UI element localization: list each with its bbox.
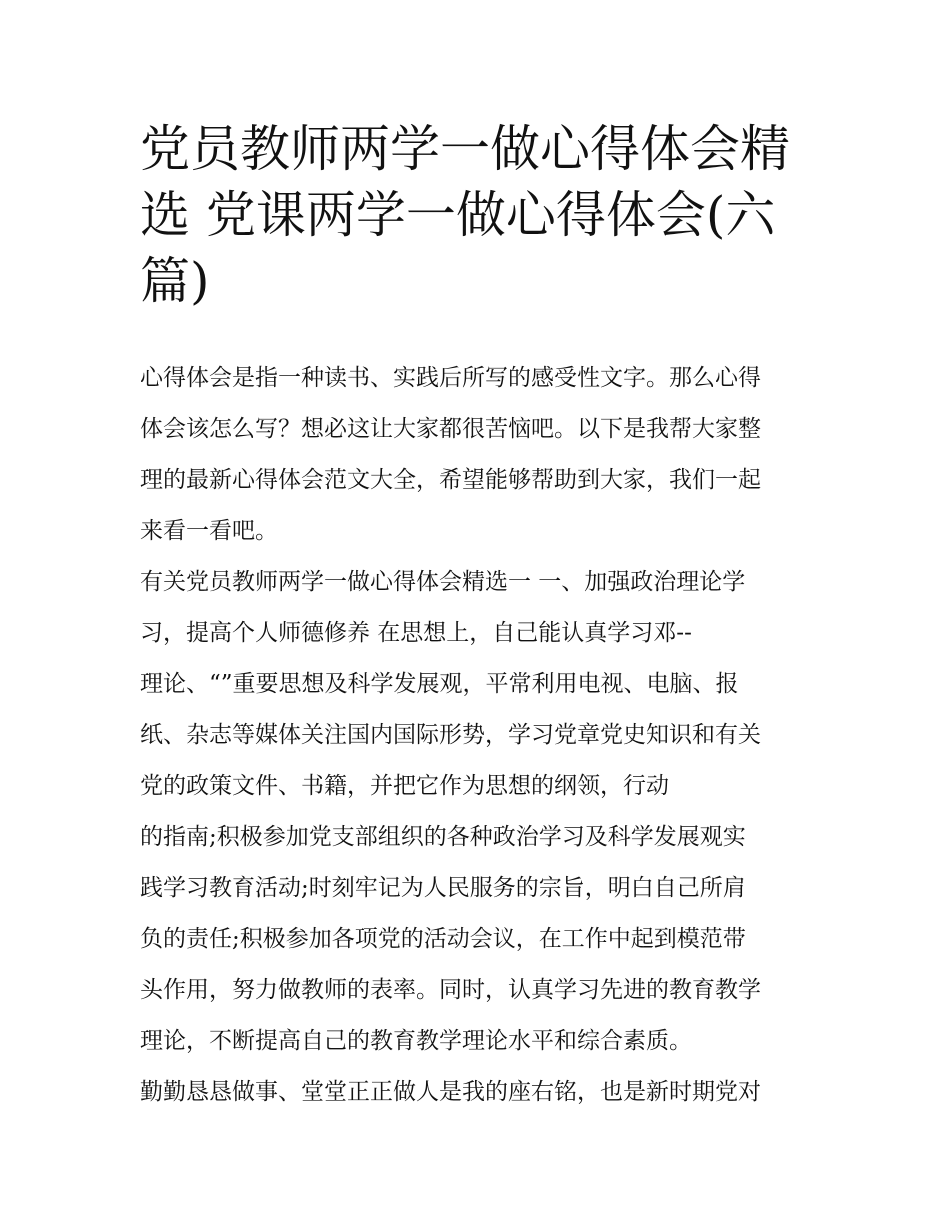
body-line: 理的最新心得体会范文大全，希望能够帮助到大家，我们一起 (140, 467, 761, 493)
body-line: 勤勤恳恳做事、堂堂正正做人是我的座右铭，也是新时期党对 (140, 1079, 761, 1105)
document-title (140, 116, 820, 314)
document-body (140, 353, 830, 1118)
body-line: 习，提高个人师德修养 在思想上，自己能认真学习邓-- (140, 620, 692, 646)
body-line: 有关党员教师两学一做心得体会精选一 一、加强政治理论学 (140, 569, 746, 595)
body-line: 的指南;积极参加党支部组织的各种政治学习及科学发展观实 (140, 824, 746, 850)
body-line: 来看一看吧。 (140, 518, 278, 544)
body-line: 理论，不断提高自己的教育教学理论水平和综合素质。 (140, 1028, 692, 1054)
title-line: 选 党课两学一做心得体会(六 (140, 186, 776, 244)
body-line: 理论、“”重要思想及科学发展观，平常利用电视、电脑、报 (140, 671, 739, 697)
body-line: 体会该怎么写？想必这让大家都很苦恼吧。以下是我帮大家整 (140, 416, 761, 442)
body-line: 纸、杂志等媒体关注国内国际形势，学习党章党史知识和有关 (140, 722, 761, 748)
body-line: 党的政策文件、书籍，并把它作为思想的纲领，行动 (140, 773, 669, 799)
body-line: 心得体会是指一种读书、实践后所写的感受性文字。那么心得 (140, 365, 761, 391)
title-line: 党员教师两学一做心得体会精 (140, 120, 790, 178)
title-line: 篇) (140, 252, 210, 310)
body-line: 负的责任;积极参加各项党的活动会议，在工作中起到模范带 (140, 926, 746, 952)
body-line: 践学习教育活动;时刻牢记为人民服务的宗旨，明白自己所肩 (140, 875, 746, 901)
body-line: 头作用，努力做教师的表率。同时，认真学习先进的教育教学 (140, 977, 761, 1003)
